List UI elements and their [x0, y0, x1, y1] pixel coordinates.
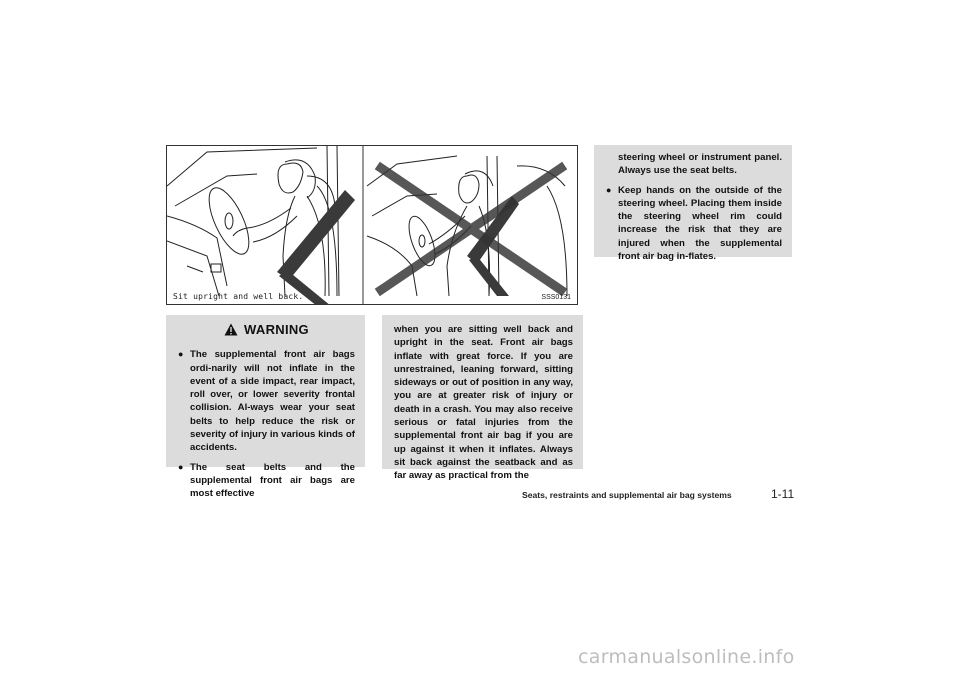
- figure-caption: Sit upright and well back.: [173, 292, 304, 301]
- warning-bullet-3: Keep hands on the outside of the steering wheel. Placing them inside the steering wheel rim could increase the risk that they are injured when the supplemental front air bag in-flates.: [618, 184, 782, 263]
- watermark: carmanualsonline.info: [578, 646, 795, 668]
- warning-bullet-2: The seat belts and the supplemental front air bags are most effective: [190, 461, 355, 500]
- illustration-drawing: [167, 146, 578, 305]
- section-footer: Seats, restraints and supplemental air bag systems: [522, 490, 732, 500]
- bullet-icon: ●: [606, 184, 612, 195]
- warning-continued-text: when you are sitting well back and upright in the seat. Front air bags inflate with great force. If you are unrestrained, leaning forward, sitting sideways or out of position in any way, you are at greater risk of injury or death in a crash. You may also receive serious or fatal injuries from the supplemental front air bag if you are up against it when it inflates. Always sit back against the seatback and as far away as practical from the: [394, 324, 573, 482]
- figure-code: SSS0131: [541, 294, 571, 301]
- list-item: [606, 184, 782, 264]
- list-item: [606, 151, 782, 178]
- list-item: [178, 348, 355, 454]
- warning-continued-panel: [382, 315, 583, 482]
- warning-continued-panel-2: [594, 145, 792, 263]
- warning-triangle-icon: [224, 323, 238, 336]
- page-number: 1-11: [771, 487, 795, 501]
- warning-heading: WARNING: [244, 322, 309, 337]
- warning-bullet-1: The supplemental front air bags ordi-narily will not inflate in the event of a side impact, rear impact, roll over, or lower severity frontal collision. Al-ways wear your seat belts to help reduce the risk or severity of injury in various kinds of accidents.: [190, 349, 355, 454]
- warning-header: [178, 323, 355, 336]
- bullet-icon: ●: [178, 461, 184, 472]
- warning-lead-text: steering wheel or instrument panel. Always use the seat belts.: [618, 152, 782, 177]
- bullet-icon: ●: [178, 349, 184, 360]
- warning-panel: [166, 315, 365, 500]
- list-item: [178, 461, 355, 501]
- seating-position-illustration: [166, 145, 578, 305]
